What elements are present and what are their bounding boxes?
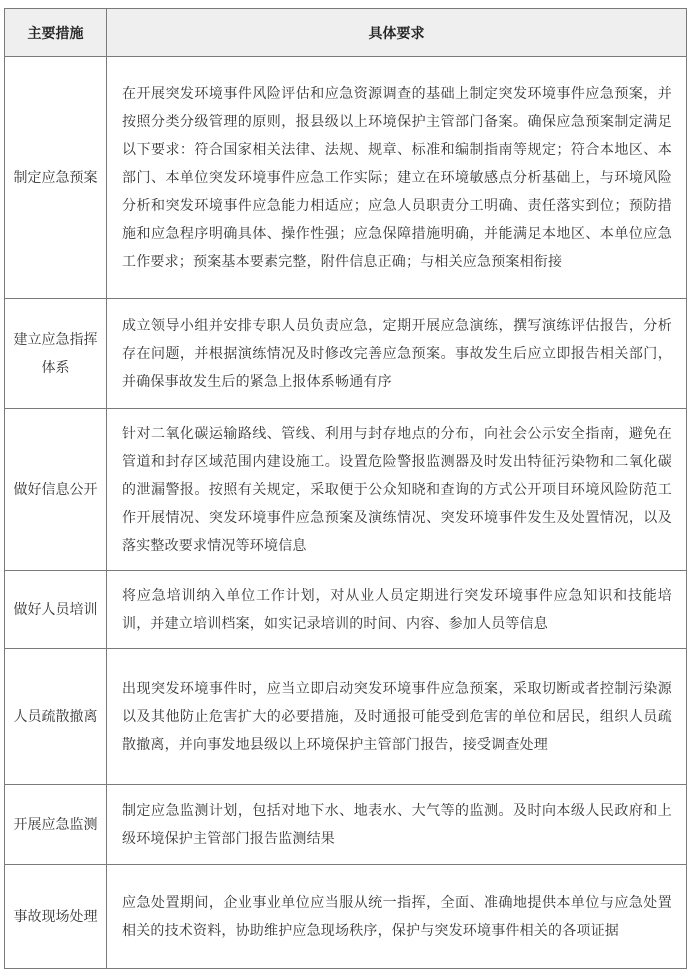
header-measure: 主要措施 [5, 9, 107, 57]
table-row [5, 785, 687, 865]
header-row [5, 9, 687, 57]
measures-table [4, 8, 687, 969]
requirement-cell: 将应急培训纳入单位工作计划，对从业人员定期进行突发环境事件应急知识和技能培训，并建立培训档案，如实记录培训的时间、内容、参加人员等信息 [107, 571, 687, 649]
table-row [5, 409, 687, 571]
header-requirement: 具体要求 [107, 9, 687, 57]
measure-cell: 做好人员培训 [5, 571, 107, 649]
measure-cell: 制定应急预案 [5, 57, 107, 299]
table-row [5, 57, 687, 299]
measure-cell: 建立应急指挥体系 [5, 299, 107, 409]
requirement-cell: 针对二氧化碳运输路线、管线、利用与封存地点的分布，向社会公示安全指南，避免在管道和封存区域范围内建设施工。设置危险警报监测器及时发出特征污染物和二氧化碳的泄漏警报。按照有关规定，采取便于公众知晓和查询的方式公开项目环境风险防范工作开展情况、突发环境事件应急预案及演练情况、突发环境事件发生及处置情况，以及落实整改要求情况等环境信息 [107, 409, 687, 571]
measure-cell: 人员疏散撤离 [5, 649, 107, 785]
requirement-cell: 制定应急监测计划，包括对地下水、地表水、大气等的监测。及时向本级人民政府和上级环境保护主管部门报告监测结果 [107, 785, 687, 865]
table-row [5, 571, 687, 649]
requirement-cell: 应急处置期间，企业事业单位应当服从统一指挥，全面、准确地提供本单位与应急处置相关的技术资料，协助维护应急现场秩序，保护与突发环境事件相关的各项证据 [107, 865, 687, 969]
requirement-cell: 在开展突发环境事件风险评估和应急资源调查的基础上制定突发环境事件应急预案，并按照分类分级管理的原则，报县级以上环境保护主管部门备案。确保应急预案制定满足以下要求：符合国家相关法律、法规、规章、标准和编制指南等规定；符合本地区、本部门、本单位突发环境事件应急工作实际；建立在环境敏感点分析基础上，与环境风险分析和突发环境事件应急能力相适应；应急人员职责分工明确、责任落实到位；预防措施和应急程序明确具体、操作性强；应急保障措施明确，并能满足本地区、本单位应急工作要求；预案基本要素完整，附件信息正确；与相关应急预案相衔接 [107, 57, 687, 299]
table-row [5, 299, 687, 409]
table-row [5, 865, 687, 969]
measure-cell: 做好信息公开 [5, 409, 107, 571]
table-row [5, 649, 687, 785]
measure-cell: 事故现场处理 [5, 865, 107, 969]
measure-cell: 开展应急监测 [5, 785, 107, 865]
requirement-cell: 成立领导小组并安排专职人员负责应急，定期开展应急演练，撰写演练评估报告，分析存在问题，并根据演练情况及时修改完善应急预案。事故发生后应立即报告相关部门，并确保事故发生后的紧急上报体系畅通有序 [107, 299, 687, 409]
requirement-cell: 出现突发环境事件时，应当立即启动突发环境事件应急预案，采取切断或者控制污染源以及其他防止危害扩大的必要措施，及时通报可能受到危害的单位和居民，组织人员疏散撤离，并向事发地县级以上环境保护主管部门报告，接受调查处理 [107, 649, 687, 785]
